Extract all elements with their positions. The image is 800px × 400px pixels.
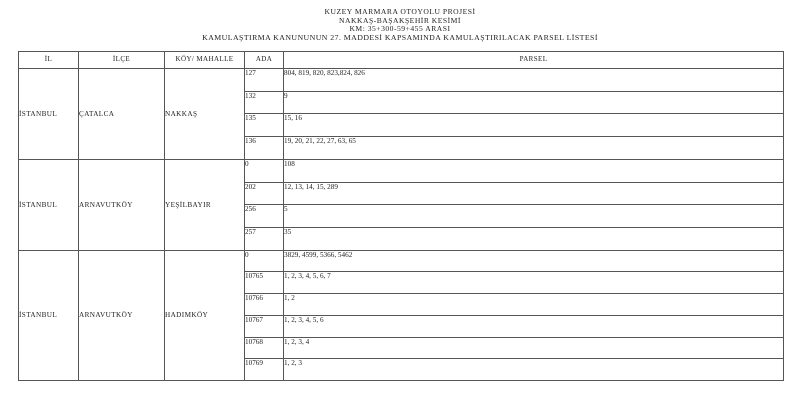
il-cell: İSTANBUL xyxy=(19,69,79,160)
il-cell: İSTANBUL xyxy=(19,250,79,380)
parsel-cell: 1, 2, 3 xyxy=(284,359,784,381)
table-body xyxy=(19,69,784,381)
koy-mahalle-cell: HADIMKÖY xyxy=(165,250,245,380)
ada-cell: 136 xyxy=(245,137,284,160)
col-header-ada: ADA xyxy=(245,52,284,69)
parsel-cell: 15, 16 xyxy=(284,114,784,137)
ada-cell: 0 xyxy=(245,250,284,272)
ada-cell: 127 xyxy=(245,69,284,92)
il-cell: İSTANBUL xyxy=(19,159,79,250)
parsel-cell: 1, 2 xyxy=(284,294,784,316)
section-title: NAKKAŞ-BAŞAKŞEHİR KESİMİ xyxy=(339,15,461,25)
ilce-cell: ARNAVUTKÖY xyxy=(79,159,165,250)
table-row xyxy=(19,69,784,92)
ada-cell: 0 xyxy=(245,159,284,182)
ada-cell: 10769 xyxy=(245,359,284,381)
document-header xyxy=(0,8,800,42)
col-header-il: İL xyxy=(19,52,79,69)
ada-cell: 202 xyxy=(245,182,284,205)
col-header-koy-mahalle: KÖY/ MAHALLE xyxy=(165,52,245,69)
parsel-cell: 3829, 4599, 5366, 5462 xyxy=(284,250,784,272)
col-header-parsel: PARSEL xyxy=(284,52,784,69)
ada-cell: 132 xyxy=(245,91,284,114)
parsel-cell: 5 xyxy=(284,205,784,228)
ada-cell: 256 xyxy=(245,205,284,228)
col-header-ilce: İLÇE xyxy=(79,52,165,69)
koy-mahalle-cell: YEŞİLBAYIR xyxy=(165,159,245,250)
ilce-cell: ARNAVUTKÖY xyxy=(79,250,165,380)
parcel-table xyxy=(18,51,784,381)
parsel-cell: 1, 2, 3, 4, 5, 6, 7 xyxy=(284,272,784,294)
parsel-cell: 35 xyxy=(284,228,784,251)
ada-cell: 10766 xyxy=(245,294,284,316)
ada-cell: 10768 xyxy=(245,337,284,359)
table-row xyxy=(19,159,784,182)
table-header-row xyxy=(19,52,784,69)
project-title: KUZEY MARMARA OTOYOLU PROJESİ xyxy=(324,7,476,16)
table-row xyxy=(19,250,784,272)
parsel-cell: 804, 819, 820, 823,824, 826 xyxy=(284,69,784,92)
ada-cell: 10767 xyxy=(245,315,284,337)
ada-cell: 257 xyxy=(245,228,284,251)
parsel-cell: 19, 20, 21, 22, 27, 63, 65 xyxy=(284,137,784,160)
list-title: KAMULAŞTIRMA KANUNUNUN 27. MADDESİ KAPSAMINDA KAMULAŞTIRILACAK PARSEL LİSTESİ xyxy=(202,32,598,42)
parsel-cell: 9 xyxy=(284,91,784,114)
parsel-cell: 1, 2, 3, 4 xyxy=(284,337,784,359)
ilce-cell: ÇATALCA xyxy=(79,69,165,160)
parsel-cell: 12, 13, 14, 15, 289 xyxy=(284,182,784,205)
ada-cell: 135 xyxy=(245,114,284,137)
km-range: KM: 35+300-59+455 ARASI xyxy=(349,24,451,34)
parsel-cell: 1, 2, 3, 4, 5, 6 xyxy=(284,315,784,337)
parsel-cell: 108 xyxy=(284,159,784,182)
koy-mahalle-cell: NAKKAŞ xyxy=(165,69,245,160)
ada-cell: 10765 xyxy=(245,272,284,294)
